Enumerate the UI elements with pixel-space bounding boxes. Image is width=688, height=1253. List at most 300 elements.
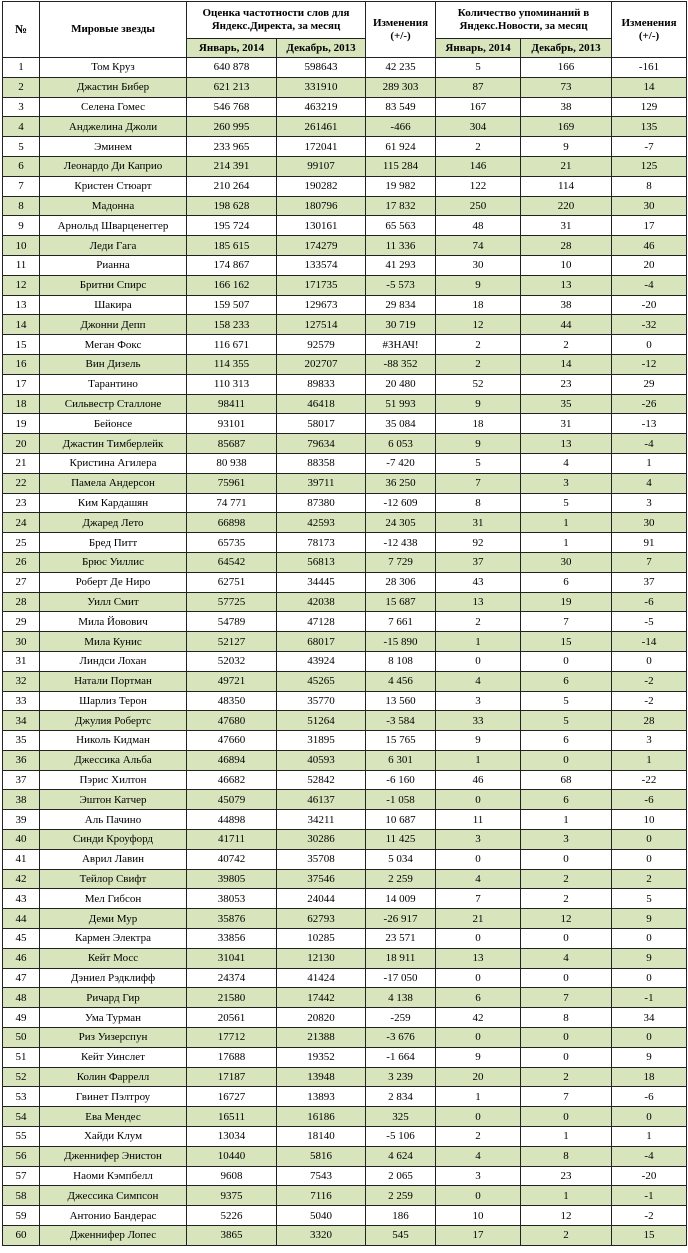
cell-direct-change: 4 624 xyxy=(366,1146,436,1166)
cell-news-jan: 1 xyxy=(436,1087,521,1107)
cell-direct-dec: 89833 xyxy=(277,374,366,394)
cell-direct-change: 11 336 xyxy=(366,236,436,256)
cell-star-name: Тарантино xyxy=(40,374,187,394)
cell-news-jan: 42 xyxy=(436,1008,521,1028)
cell-news-jan: 9 xyxy=(436,731,521,751)
cell-news-jan: 0 xyxy=(436,1186,521,1206)
cell-star-name: Джастин Бибер xyxy=(40,77,187,97)
cell-news-dec: 1 xyxy=(521,1186,612,1206)
cell-star-name: Кристина Агилера xyxy=(40,453,187,473)
cell-direct-change: -3 584 xyxy=(366,711,436,731)
cell-direct-dec: 21388 xyxy=(277,1028,366,1048)
cell-star-name: Вин Дизель xyxy=(40,354,187,374)
cell-star-name: Джулия Робертс xyxy=(40,711,187,731)
cell-news-change: -14 xyxy=(612,632,687,652)
cell-news-dec: 31 xyxy=(521,414,612,434)
cell-news-jan: 3 xyxy=(436,691,521,711)
cell-direct-jan: 33856 xyxy=(187,929,277,949)
cell-direct-jan: 16511 xyxy=(187,1107,277,1127)
cell-direct-jan: 13034 xyxy=(187,1127,277,1147)
cell-news-jan: 31 xyxy=(436,513,521,533)
cell-direct-jan: 260 995 xyxy=(187,117,277,137)
cell-star-name: Рианна xyxy=(40,255,187,275)
cell-news-jan: 0 xyxy=(436,790,521,810)
cell-direct-dec: 5040 xyxy=(277,1206,366,1226)
cell-star-name: Мадонна xyxy=(40,196,187,216)
cell-number: 54 xyxy=(3,1107,40,1127)
cell-direct-change: -7 420 xyxy=(366,453,436,473)
cell-number: 5 xyxy=(3,137,40,157)
cell-news-change: 1 xyxy=(612,750,687,770)
cell-direct-change: -12 438 xyxy=(366,533,436,553)
cell-news-jan: 0 xyxy=(436,651,521,671)
table-row xyxy=(3,711,687,731)
cell-direct-jan: 195 724 xyxy=(187,216,277,236)
cell-news-change: 46 xyxy=(612,236,687,256)
cell-news-jan: 250 xyxy=(436,196,521,216)
cell-news-dec: 3 xyxy=(521,473,612,493)
cell-news-jan: 7 xyxy=(436,473,521,493)
cell-direct-dec: 58017 xyxy=(277,414,366,434)
cell-number: 37 xyxy=(3,770,40,790)
cell-news-dec: 35 xyxy=(521,394,612,414)
table-row xyxy=(3,1166,687,1186)
cell-number: 20 xyxy=(3,434,40,454)
table-row xyxy=(3,137,687,157)
cell-number: 39 xyxy=(3,810,40,830)
cell-direct-dec: 127514 xyxy=(277,315,366,335)
cell-news-jan: 13 xyxy=(436,592,521,612)
cell-direct-jan: 74 771 xyxy=(187,493,277,513)
cell-direct-jan: 17712 xyxy=(187,1028,277,1048)
cell-direct-change: 28 306 xyxy=(366,572,436,592)
cell-direct-change: 15 687 xyxy=(366,592,436,612)
cell-news-change: 10 xyxy=(612,810,687,830)
cell-news-jan: 9 xyxy=(436,1047,521,1067)
cell-number: 42 xyxy=(3,869,40,889)
table-row xyxy=(3,374,687,394)
cell-news-change: 9 xyxy=(612,909,687,929)
cell-direct-change: 7 661 xyxy=(366,612,436,632)
cell-direct-change: 14 009 xyxy=(366,889,436,909)
table-row xyxy=(3,869,687,889)
cell-news-jan: 37 xyxy=(436,552,521,572)
cell-news-jan: 52 xyxy=(436,374,521,394)
cell-news-change: 0 xyxy=(612,335,687,355)
table-row xyxy=(3,275,687,295)
table-row xyxy=(3,671,687,691)
cell-number: 40 xyxy=(3,830,40,850)
table-row xyxy=(3,1087,687,1107)
cell-star-name: Дэниел Рэдклифф xyxy=(40,968,187,988)
cell-news-dec: 4 xyxy=(521,948,612,968)
table-row xyxy=(3,1008,687,1028)
cell-star-name: Джессика Симпсон xyxy=(40,1186,187,1206)
table-row xyxy=(3,929,687,949)
cell-direct-change: 17 832 xyxy=(366,196,436,216)
table-row xyxy=(3,1067,687,1087)
cell-direct-change: 36 250 xyxy=(366,473,436,493)
cell-news-change: 8 xyxy=(612,176,687,196)
cell-direct-change: 65 563 xyxy=(366,216,436,236)
cell-direct-jan: 52032 xyxy=(187,651,277,671)
cell-direct-dec: 51264 xyxy=(277,711,366,731)
cell-direct-change: -12 609 xyxy=(366,493,436,513)
cell-direct-jan: 31041 xyxy=(187,948,277,968)
cell-direct-change: 61 924 xyxy=(366,137,436,157)
table-row xyxy=(3,493,687,513)
cell-news-dec: 2 xyxy=(521,1226,612,1246)
cell-number: 35 xyxy=(3,731,40,751)
cell-news-jan: 1 xyxy=(436,750,521,770)
cell-direct-dec: 34211 xyxy=(277,810,366,830)
cell-direct-jan: 44898 xyxy=(187,810,277,830)
cell-direct-dec: 92579 xyxy=(277,335,366,355)
cell-star-name: Джессика Альба xyxy=(40,750,187,770)
cell-direct-jan: 80 938 xyxy=(187,453,277,473)
cell-news-dec: 0 xyxy=(521,1047,612,1067)
table-row xyxy=(3,770,687,790)
cell-news-jan: 4 xyxy=(436,671,521,691)
cell-news-jan: 2 xyxy=(436,612,521,632)
cell-news-change: 1 xyxy=(612,1127,687,1147)
table-row xyxy=(3,612,687,632)
cell-number: 15 xyxy=(3,335,40,355)
cell-news-dec: 44 xyxy=(521,315,612,335)
cell-direct-dec: 7116 xyxy=(277,1186,366,1206)
cell-news-change: -32 xyxy=(612,315,687,335)
cell-news-dec: 9 xyxy=(521,137,612,157)
table-row xyxy=(3,968,687,988)
cell-direct-jan: 75961 xyxy=(187,473,277,493)
table-row xyxy=(3,533,687,553)
cell-number: 29 xyxy=(3,612,40,632)
cell-direct-change: -17 050 xyxy=(366,968,436,988)
cell-direct-dec: 10285 xyxy=(277,929,366,949)
cell-direct-dec: 45265 xyxy=(277,671,366,691)
cell-direct-dec: 99107 xyxy=(277,156,366,176)
cell-star-name: Кармен Электра xyxy=(40,929,187,949)
cell-direct-change: 7 729 xyxy=(366,552,436,572)
cell-news-change: 18 xyxy=(612,1067,687,1087)
cell-direct-jan: 3865 xyxy=(187,1226,277,1246)
cell-star-name: Тейлор Свифт xyxy=(40,869,187,889)
cell-star-name: Натали Портман xyxy=(40,671,187,691)
cell-direct-jan: 41711 xyxy=(187,830,277,850)
cell-news-jan: 8 xyxy=(436,493,521,513)
cell-direct-change: 13 560 xyxy=(366,691,436,711)
cell-news-change: 91 xyxy=(612,533,687,553)
cell-number: 41 xyxy=(3,849,40,869)
cell-direct-jan: 49721 xyxy=(187,671,277,691)
cell-news-change: 1 xyxy=(612,453,687,473)
cell-news-dec: 19 xyxy=(521,592,612,612)
cell-news-jan: 13 xyxy=(436,948,521,968)
cell-news-change: 34 xyxy=(612,1008,687,1028)
cell-direct-change: 41 293 xyxy=(366,255,436,275)
cell-number: 13 xyxy=(3,295,40,315)
cell-news-jan: 0 xyxy=(436,1107,521,1127)
table-row xyxy=(3,790,687,810)
header-stars: Мировые звезды xyxy=(40,2,187,58)
cell-direct-jan: 640 878 xyxy=(187,58,277,78)
cell-direct-dec: 35708 xyxy=(277,849,366,869)
cell-news-jan: 4 xyxy=(436,1146,521,1166)
cell-number: 58 xyxy=(3,1186,40,1206)
cell-star-name: Линдси Лохан xyxy=(40,651,187,671)
cell-number: 28 xyxy=(3,592,40,612)
cell-news-change: -2 xyxy=(612,691,687,711)
cell-direct-jan: 40742 xyxy=(187,849,277,869)
cell-direct-jan: 48350 xyxy=(187,691,277,711)
cell-news-change: 0 xyxy=(612,1107,687,1127)
cell-news-dec: 5 xyxy=(521,493,612,513)
cell-news-change: 125 xyxy=(612,156,687,176)
cell-star-name: Ума Турман xyxy=(40,1008,187,1028)
cell-star-name: Уилл Смит xyxy=(40,592,187,612)
table-row xyxy=(3,453,687,473)
header-dec-1: Декабрь, 2013 xyxy=(277,39,366,58)
table-row xyxy=(3,592,687,612)
cell-number: 51 xyxy=(3,1047,40,1067)
cell-number: 30 xyxy=(3,632,40,652)
cell-direct-dec: 172041 xyxy=(277,137,366,157)
cell-star-name: Мила Йовович xyxy=(40,612,187,632)
cell-news-dec: 0 xyxy=(521,849,612,869)
table-row xyxy=(3,1047,687,1067)
cell-star-name: Роберт Де Ниро xyxy=(40,572,187,592)
header-jan-2: Январь, 2014 xyxy=(436,39,521,58)
table-row xyxy=(3,176,687,196)
cell-direct-jan: 159 507 xyxy=(187,295,277,315)
cell-star-name: Ким Кардашян xyxy=(40,493,187,513)
cell-direct-dec: 19352 xyxy=(277,1047,366,1067)
cell-news-dec: 12 xyxy=(521,909,612,929)
cell-news-change: -161 xyxy=(612,58,687,78)
cell-star-name: Леди Гага xyxy=(40,236,187,256)
cell-news-jan: 20 xyxy=(436,1067,521,1087)
cell-news-jan: 0 xyxy=(436,968,521,988)
cell-direct-dec: 79634 xyxy=(277,434,366,454)
cell-news-change: -20 xyxy=(612,295,687,315)
cell-news-dec: 0 xyxy=(521,750,612,770)
cell-number: 46 xyxy=(3,948,40,968)
cell-direct-dec: 261461 xyxy=(277,117,366,137)
cell-direct-change: 2 065 xyxy=(366,1166,436,1186)
cell-direct-dec: 40593 xyxy=(277,750,366,770)
cell-star-name: Аврил Лавин xyxy=(40,849,187,869)
table-row xyxy=(3,117,687,137)
table-row xyxy=(3,97,687,117)
cell-number: 53 xyxy=(3,1087,40,1107)
cell-news-change: 0 xyxy=(612,651,687,671)
table-row xyxy=(3,572,687,592)
cell-direct-dec: 52842 xyxy=(277,770,366,790)
cell-news-jan: 17 xyxy=(436,1226,521,1246)
cell-star-name: Аль Пачино xyxy=(40,810,187,830)
cell-number: 4 xyxy=(3,117,40,137)
cell-direct-change: 29 834 xyxy=(366,295,436,315)
cell-direct-jan: 621 213 xyxy=(187,77,277,97)
cell-star-name: Бред Питт xyxy=(40,533,187,553)
cell-news-change: -6 xyxy=(612,592,687,612)
cell-star-name: Памела Андерсон xyxy=(40,473,187,493)
cell-number: 44 xyxy=(3,909,40,929)
cell-news-dec: 0 xyxy=(521,929,612,949)
cell-news-dec: 23 xyxy=(521,374,612,394)
cell-number: 8 xyxy=(3,196,40,216)
cell-number: 3 xyxy=(3,97,40,117)
cell-direct-dec: 68017 xyxy=(277,632,366,652)
cell-news-jan: 48 xyxy=(436,216,521,236)
cell-news-change: -22 xyxy=(612,770,687,790)
cell-direct-jan: 174 867 xyxy=(187,255,277,275)
cell-direct-change: 2 834 xyxy=(366,1087,436,1107)
cell-news-change: -1 xyxy=(612,1186,687,1206)
cell-direct-change: -1 664 xyxy=(366,1047,436,1067)
cell-direct-jan: 46894 xyxy=(187,750,277,770)
table-row xyxy=(3,1107,687,1127)
cell-direct-dec: 331910 xyxy=(277,77,366,97)
cell-direct-dec: 56813 xyxy=(277,552,366,572)
cell-direct-jan: 17688 xyxy=(187,1047,277,1067)
cell-direct-dec: 598643 xyxy=(277,58,366,78)
cell-direct-jan: 54789 xyxy=(187,612,277,632)
cell-news-jan: 4 xyxy=(436,869,521,889)
cell-number: 38 xyxy=(3,790,40,810)
cell-direct-change: 3 239 xyxy=(366,1067,436,1087)
cell-news-dec: 114 xyxy=(521,176,612,196)
cell-star-name: Эштон Катчер xyxy=(40,790,187,810)
cell-news-dec: 166 xyxy=(521,58,612,78)
table-row xyxy=(3,552,687,572)
cell-news-jan: 6 xyxy=(436,988,521,1008)
cell-news-dec: 2 xyxy=(521,869,612,889)
table-row xyxy=(3,691,687,711)
cell-direct-jan: 47680 xyxy=(187,711,277,731)
cell-direct-jan: 65735 xyxy=(187,533,277,553)
cell-direct-dec: 47128 xyxy=(277,612,366,632)
cell-star-name: Том Круз xyxy=(40,58,187,78)
cell-news-change: 3 xyxy=(612,731,687,751)
cell-star-name: Ева Мендес xyxy=(40,1107,187,1127)
cell-news-jan: 7 xyxy=(436,889,521,909)
cell-star-name: Дженнифер Энистон xyxy=(40,1146,187,1166)
cell-news-jan: 1 xyxy=(436,632,521,652)
cell-news-jan: 92 xyxy=(436,533,521,553)
cell-direct-change: 83 549 xyxy=(366,97,436,117)
cell-number: 27 xyxy=(3,572,40,592)
cell-news-change: 0 xyxy=(612,830,687,850)
cell-direct-jan: 46682 xyxy=(187,770,277,790)
cell-direct-dec: 5816 xyxy=(277,1146,366,1166)
cell-star-name: Кейт Мосс xyxy=(40,948,187,968)
cell-direct-jan: 52127 xyxy=(187,632,277,652)
cell-number: 31 xyxy=(3,651,40,671)
cell-number: 34 xyxy=(3,711,40,731)
cell-news-jan: 18 xyxy=(436,414,521,434)
cell-news-change: -20 xyxy=(612,1166,687,1186)
cell-direct-dec: 30286 xyxy=(277,830,366,850)
cell-direct-jan: 47660 xyxy=(187,731,277,751)
cell-news-dec: 169 xyxy=(521,117,612,137)
cell-news-jan: 0 xyxy=(436,849,521,869)
cell-star-name: Николь Кидман xyxy=(40,731,187,751)
cell-number: 2 xyxy=(3,77,40,97)
cell-direct-dec: 41424 xyxy=(277,968,366,988)
cell-star-name: Кристен Стюарт xyxy=(40,176,187,196)
cell-direct-change: 6 301 xyxy=(366,750,436,770)
header-jan-1: Январь, 2014 xyxy=(187,39,277,58)
cell-direct-change: 2 259 xyxy=(366,869,436,889)
cell-news-dec: 0 xyxy=(521,1028,612,1048)
cell-star-name: Шарлиз Терон xyxy=(40,691,187,711)
cell-star-name: Брюс Уиллис xyxy=(40,552,187,572)
cell-star-name: Пэрис Хилтон xyxy=(40,770,187,790)
table-row xyxy=(3,810,687,830)
cell-direct-dec: 42038 xyxy=(277,592,366,612)
cell-star-name: Анджелина Джоли xyxy=(40,117,187,137)
cell-news-dec: 31 xyxy=(521,216,612,236)
cell-news-change: 5 xyxy=(612,889,687,909)
cell-news-change: 129 xyxy=(612,97,687,117)
cell-direct-jan: 198 628 xyxy=(187,196,277,216)
cell-news-jan: 0 xyxy=(436,1028,521,1048)
cell-news-change: 0 xyxy=(612,968,687,988)
table-row xyxy=(3,156,687,176)
cell-news-dec: 1 xyxy=(521,513,612,533)
cell-news-change: 0 xyxy=(612,1028,687,1048)
cell-direct-dec: 3320 xyxy=(277,1226,366,1246)
cell-direct-jan: 66898 xyxy=(187,513,277,533)
cell-direct-change: 23 571 xyxy=(366,929,436,949)
cell-news-change: 9 xyxy=(612,1047,687,1067)
cell-direct-jan: 62751 xyxy=(187,572,277,592)
cell-news-dec: 7 xyxy=(521,612,612,632)
cell-news-change: -5 xyxy=(612,612,687,632)
cell-direct-jan: 214 391 xyxy=(187,156,277,176)
cell-direct-change: 4 138 xyxy=(366,988,436,1008)
cell-direct-dec: 16186 xyxy=(277,1107,366,1127)
cell-news-jan: 11 xyxy=(436,810,521,830)
cell-number: 10 xyxy=(3,236,40,256)
table-row xyxy=(3,1127,687,1147)
cell-direct-change: 24 305 xyxy=(366,513,436,533)
cell-direct-dec: 31895 xyxy=(277,731,366,751)
cell-news-dec: 12 xyxy=(521,1206,612,1226)
cell-direct-change: 4 456 xyxy=(366,671,436,691)
cell-direct-change: 19 982 xyxy=(366,176,436,196)
cell-direct-change: 115 284 xyxy=(366,156,436,176)
cell-news-dec: 15 xyxy=(521,632,612,652)
header-direct-frequency: Оценка частотности слов для Яндекс.Директа, за месяц xyxy=(187,2,366,39)
cell-direct-dec: 35770 xyxy=(277,691,366,711)
cell-direct-change: 6 053 xyxy=(366,434,436,454)
cell-direct-dec: 171735 xyxy=(277,275,366,295)
table-row xyxy=(3,77,687,97)
cell-direct-dec: 129673 xyxy=(277,295,366,315)
cell-news-dec: 13 xyxy=(521,434,612,454)
cell-news-jan: 146 xyxy=(436,156,521,176)
cell-number: 50 xyxy=(3,1028,40,1048)
cell-star-name: Хайди Клум xyxy=(40,1127,187,1147)
cell-star-name: Бритни Спирс xyxy=(40,275,187,295)
cell-direct-change: 51 993 xyxy=(366,394,436,414)
cell-news-change: -1 xyxy=(612,988,687,1008)
cell-number: 26 xyxy=(3,552,40,572)
cell-news-change: 30 xyxy=(612,513,687,533)
cell-news-dec: 30 xyxy=(521,552,612,572)
